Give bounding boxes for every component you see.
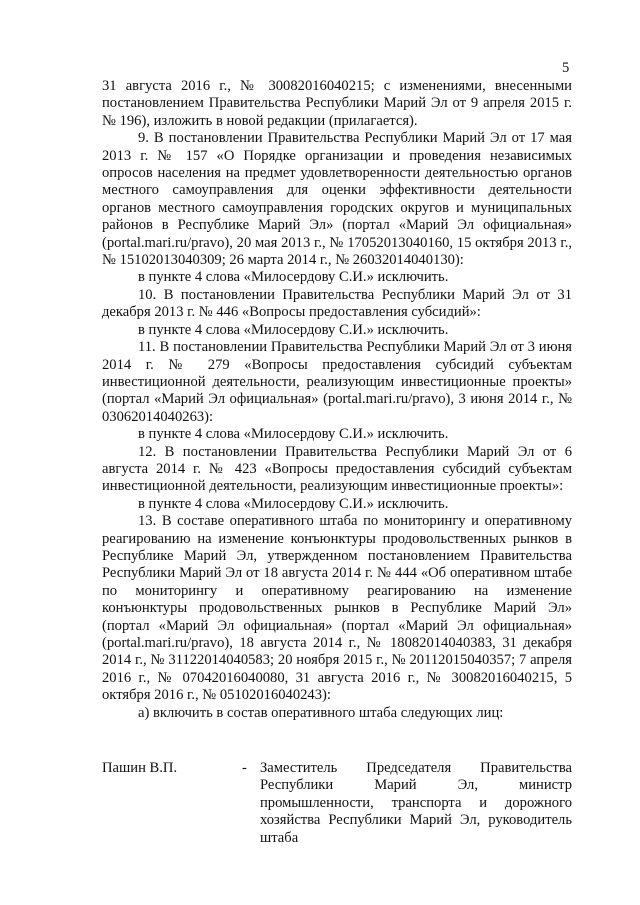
paragraph-item-12-change: в пункте 4 слова «Милосердову С.И.» исключить. [138,495,449,512]
paragraph-item-9-change: в пункте 4 слова «Милосердову С.И.» исключить. [138,269,449,286]
paragraph-item-11-change: в пункте 4 слова «Милосердову С.И.» исключить. [138,426,449,443]
paragraph-item-12: 12. В постановлении Правительства Республики Марий Эл от 6 августа 2014 г. № 423 «Вопросы предоставления субсидий субъектам инвестиционной деятельности, реализующим инвестиционные проекты»: [102,443,572,495]
staff-entry-description: Заместитель Председателя Правительства Республики Марий Эл, министр промышленности, транспорта и дорожного хозяйства Республики Марий Эл, руководитель штаба [260,760,572,846]
paragraph-item-13-a: а) включить в состав оперативного штаба следующих лиц: [138,704,504,721]
document-body [102,78,572,722]
paragraph-item-13: 13. В составе оперативного штаба по мониторингу и оперативному реагированию на изменение конъюнктуры продовольственных рынков в Республике Марий Эл, утвержденном постановлением Правительства Республики Марий Эл от 18 августа 2014 г. № 444 «Об оперативном штабе по мониторингу и оперативному реагированию на изменение конъюнктуры продовольственных рынков в Республике Марий Эл» (портал «Марий Эл официальная» (портал «Марий Эл официальная» (portal.mari.ru/pravo), 18 августа 2014 г., № 18082014040383, 31 декабря 2014 г., № 31122014040583; 20 ноября 2015 г., № 20112015040357; 7 апреля 2016 г., № 07042016040080, 31 августа 2016 г., № 30082016040215, 5 октября 2016 г., № 05102016040243): [102,513,572,704]
staff-entry-dash: - [242,760,247,776]
paragraph-continuation: 31 августа 2016 г., № 30082016040215; с изменениями, внесенными постановлением Правительства Республики Марий Эл от 9 апреля 2015 г. № 196), изложить в новой редакции (прилагается). [102,78,572,129]
paragraph-item-9: 9. В постановлении Правительства Республики Марий Эл от 17 мая 2013 г. № 157 «О Порядке организации и проведения независимых опросов населения на предмет удовлетворенности деятельностью органов местного самоуправления для оценки эффективности деятельности органов местного самоуправления городских округов и муниципальных районов в Республике Марий Эл» (портал «Марий Эл официальная» (portal.mari.ru/pravo), 20 мая 2013 г., № 17052013040160, 15 октября 2013 г., № 15102013040309; 26 марта 2014 г., № 26032014040130): [102,130,572,269]
page-number: 5 [562,60,570,76]
staff-entry-name: Пашин В.П. [102,760,178,776]
paragraph-item-11: 11. В постановлении Правительства Республики Марий Эл от 3 июня 2014 г. № 279 «Вопросы предоставления субсидий субъектам инвестиционной деятельности, реализующим инвестиционные проекты» (портал «Марий Эл официальная» (portal.mari.ru/pravo), 3 июня 2014 г., № 03062014040263): [102,339,572,425]
paragraph-item-10-change: в пункте 4 слова «Милосердову С.И.» исключить. [138,321,449,338]
paragraph-item-10: 10. В постановлении Правительства Республики Марий Эл от 31 декабря 2013 г. № 446 «Вопросы предоставления субсидий»: [102,286,572,321]
